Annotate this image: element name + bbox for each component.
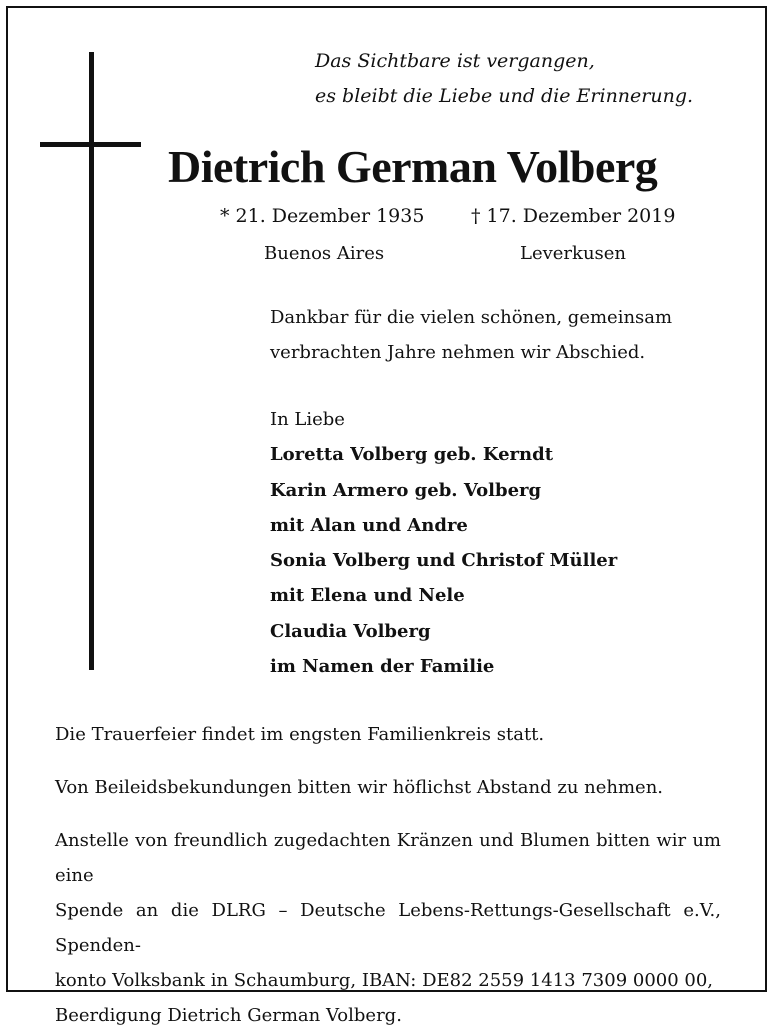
donation-line-1: Anstelle von freundlich zugedachten Kränzen und Blumen bitten wir um eine [55, 830, 721, 886]
birth-place: Buenos Aires [264, 243, 385, 264]
family-signature [270, 402, 617, 684]
donation-note [55, 823, 721, 1033]
family-member: im Namen der Familie [270, 656, 495, 678]
donation-line-2: Spende an die DLRG – Deutsche Lebens-Rettungs-Gesellschaft e.V., Spenden- [55, 900, 721, 956]
motto-quote [315, 44, 693, 114]
deceased-name: Dietrich German Volberg [168, 141, 658, 192]
condolences-note: Von Beileidsbekundungen bitten wir höflichst Abstand zu nehmen. [55, 777, 664, 798]
family-member: mit Alan und Andre [270, 514, 468, 536]
ceremony-note: Die Trauerfeier findet im engsten Familienkreis statt. [55, 724, 545, 745]
family-intro: In Liebe [270, 409, 345, 430]
donation-line-3: konto Volksbank in Schaumburg, IBAN: DE82 2559 1413 7309 0000 00, [55, 970, 714, 991]
family-member: Karin Armero geb. Volberg [270, 479, 542, 501]
family-member: Sonia Volberg und Christof Müller [270, 550, 618, 572]
death-date: † 17. Dezember 2019 [471, 205, 676, 227]
family-member: Loretta Volberg geb. Kerndt [270, 444, 554, 466]
birth-date: * 21. Dezember 1935 [220, 205, 425, 227]
thanks-line-1: Dankbar für die vielen schönen, gemeinsam [270, 307, 673, 328]
family-member: Claudia Volberg [270, 620, 431, 642]
death-place: Leverkusen [520, 243, 627, 264]
motto-line-1: Das Sichtbare ist vergangen, [315, 50, 595, 72]
thanks-line-2: verbrachten Jahre nehmen wir Abschied. [270, 342, 646, 363]
notes-section [55, 717, 721, 1033]
family-member: mit Elena und Nele [270, 585, 465, 607]
thanks-text [270, 300, 672, 370]
motto-line-2: es bleibt die Liebe und die Erinnerung. [315, 85, 694, 107]
donation-line-4: Beerdigung Dietrich German Volberg. [55, 1005, 402, 1026]
cross-icon-horizontal-bar [40, 142, 141, 147]
